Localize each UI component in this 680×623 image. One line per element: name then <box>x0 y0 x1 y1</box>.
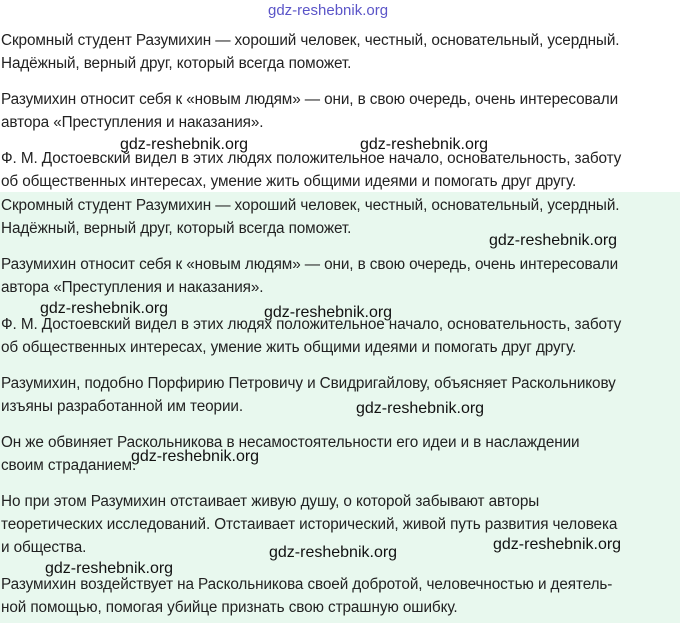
watermark: gdz-reshebnik.org <box>268 2 389 19</box>
paragraph-10: Разумихин воздействует на Раскольникова своей добротой, человечностью и деятель- ной помощью, помогая убийце признать свою страшную ошибку. <box>1 576 613 616</box>
paragraph-2: Разумихин относит себя к «новым людям» — они, в свою очередь, очень интересовали автора «Преступления и наказания». <box>1 91 619 131</box>
watermark: gdz-reshebnik.org <box>493 536 622 553</box>
paragraph-6: Ф. М. Достоевский видел в этих людях положительное начало, основательность, заботу об общественных интересах, умение жить общими идеями и помогать друг другу. <box>1 316 622 356</box>
watermark: gdz-reshebnik.org <box>269 544 398 561</box>
watermark: gdz-reshebnik.org <box>131 448 260 465</box>
paragraph-4: Скромный студент Разумихин — хороший человек, честный, основательный, усердный. Надёжный, верный друг, который всегда поможет. <box>1 197 620 237</box>
paragraph-1: Скромный студент Разумихин — хороший человек, честный, основательный, усердный. Надёжный, верный друг, который всегда поможет. <box>1 32 620 72</box>
watermark: gdz-reshebnik.org <box>360 136 489 153</box>
watermark: gdz-reshebnik.org <box>120 136 249 153</box>
paragraph-7: Разумихин, подобно Порфирию Петровичу и Свидригайлову, объясняет Раскольникову изъяны разработанной им теории. <box>1 375 616 415</box>
watermark: gdz-reshebnik.org <box>356 400 485 417</box>
watermark: gdz-reshebnik.org <box>489 232 618 249</box>
watermark: gdz-reshebnik.org <box>264 304 393 321</box>
paragraph-8: Он же обвиняет Раскольникова в несамостоятельности его идеи и в наслаждении своим страданием. <box>1 434 580 474</box>
paragraph-3: Ф. М. Достоевский видел в этих людях положительное начало, основательность, заботу об общественных интересах, умение жить общими идеями и помогать друг другу. <box>1 150 622 190</box>
paragraph-5: Разумихин относит себя к «новым людям» — они, в свою очередь, очень интересовали автора «Преступления и наказания». <box>1 256 619 296</box>
paragraph-9: Но при этом Разумихин отстаивает живую душу, о которой забывают авторы теоретических исследований. Отстаивает исторический, живой путь развития человека и общества. <box>1 493 618 556</box>
watermark: gdz-reshebnik.org <box>40 300 169 317</box>
watermark: gdz-reshebnik.org <box>45 560 174 577</box>
